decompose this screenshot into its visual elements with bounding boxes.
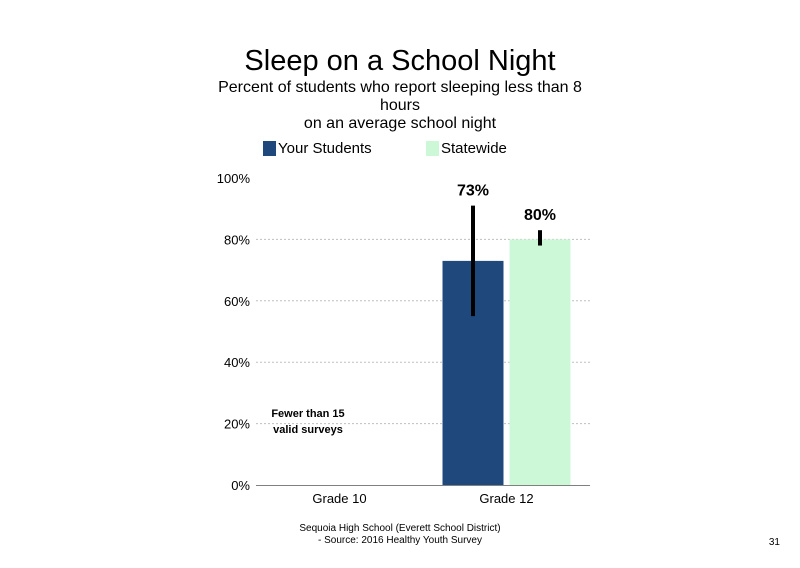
y-tick-label: 20% xyxy=(223,416,250,432)
data-label: 73% xyxy=(456,182,490,200)
page-number: 31 xyxy=(768,537,780,548)
footer-line: Sequoia High School (Everett School District) xyxy=(299,523,501,534)
y-tick-label: 80% xyxy=(223,232,250,248)
y-tick-label: 60% xyxy=(223,293,250,309)
annotation-text: valid surveys xyxy=(273,424,343,436)
chart-title: Sleep on a School Night xyxy=(244,45,556,77)
data-label: 80% xyxy=(523,207,557,225)
legend-label-statewide: Statewide xyxy=(441,140,507,157)
subtitle-line: Percent of students who report sleeping less than 8 xyxy=(218,79,582,96)
bar-statewide xyxy=(510,239,571,485)
footer-line: - Source: 2016 Healthy Youth Survey xyxy=(318,535,482,546)
annotation-text: Fewer than 15 xyxy=(271,408,345,420)
x-tick-label: Grade 12 xyxy=(479,491,534,506)
footer-source xyxy=(200,523,600,547)
y-tick-label: 40% xyxy=(223,355,250,371)
subtitle-line: hours xyxy=(379,97,421,114)
y-tick-label: 0% xyxy=(231,478,250,493)
subtitle-line: on an average school night xyxy=(303,115,497,132)
y-tick-label: 100% xyxy=(216,171,250,186)
x-tick-label: Grade 10 xyxy=(312,491,367,506)
legend-label-your-students: Your Students xyxy=(278,140,372,157)
